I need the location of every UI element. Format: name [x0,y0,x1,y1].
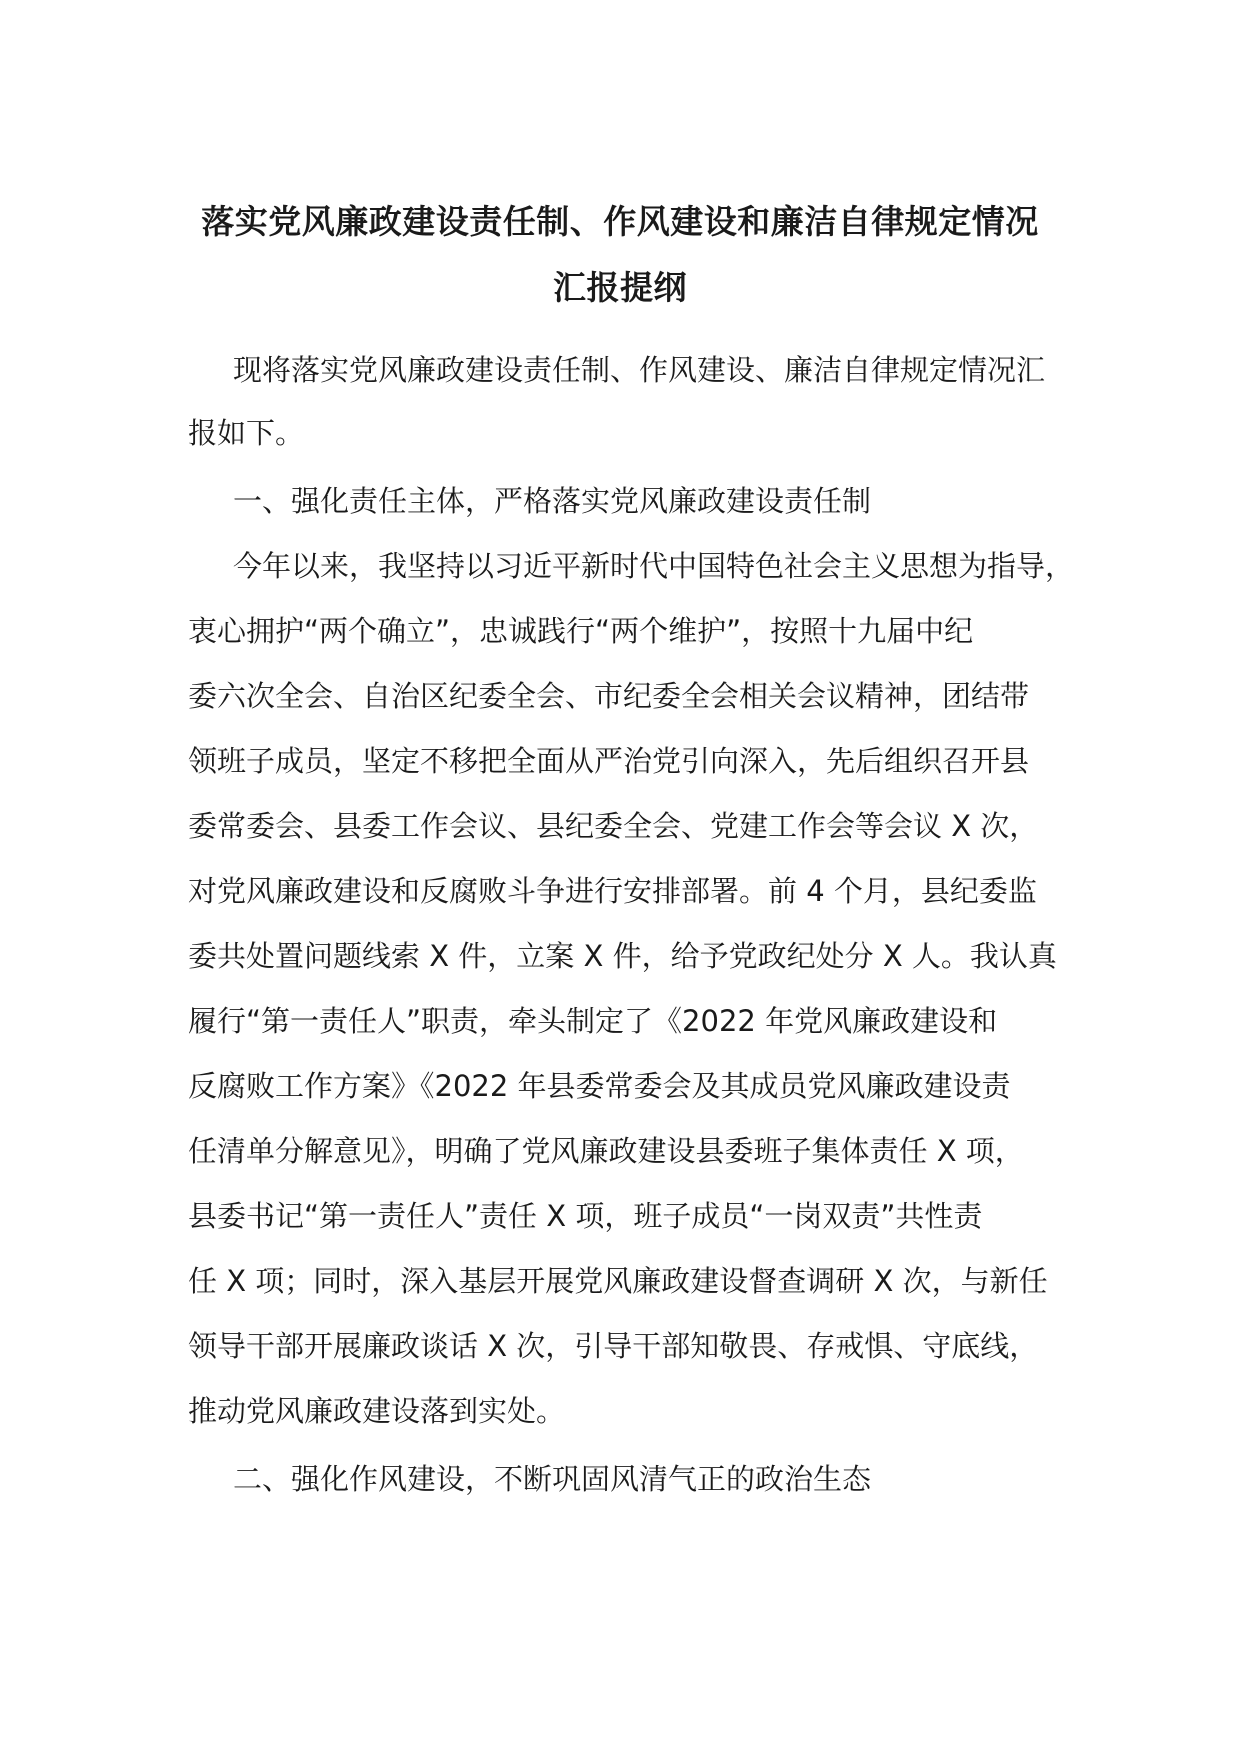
body-line: 任清单分解意见》，明确了党风廉政建设县委班子集体责任 X 项， [188,1134,1024,1168]
body-line: 县委书记“第一责任人”责任 X 项，班子成员“一岗双责”共性责 [188,1199,983,1233]
body-line: 今年以来，我坚持以习近平新时代中国特色社会主义思想为指导， [233,549,1075,583]
body-line: 衷心拥护“两个确立”，忠诚践行“两个维护”，按照十九届中纪 [188,614,974,648]
intro-line-1: 现将落实党风廉政建设责任制、作风建设、廉洁自律规定情况汇 [233,353,1046,387]
intro-line-2: 报如下。 [188,416,305,450]
body-line: 委共处置问题线索 X 件，立案 X 件，给予党政纪处分 X 人。我认真 [188,939,1057,973]
body-line: 任 X 项；同时，深入基层开展党风廉政建设督查调研 X 次，与新任 [188,1264,1048,1298]
body-line: 委六次全会、自治区纪委全会、市纪委全会相关会议精神，团结带 [188,679,1030,713]
body-line: 领导干部开展廉政谈话 X 次，引导干部知敬畏、存戒惧、守底线， [188,1329,1039,1363]
section-1-heading: 一、强化责任主体，严格落实党风廉政建设责任制 [233,484,872,518]
document-title-line-1: 落实党风廉政建设责任制、作风建设和廉洁自律规定情况 [201,202,1039,241]
body-line: 反腐败工作方案》《2022 年县委常委会及其成员党风廉政建设责 [188,1069,1011,1103]
body-line: 履行“第一责任人”职责，牵头制定了《2022 年党风廉政建设和 [188,1004,998,1038]
document-title-line-2: 汇报提纲 [553,268,687,307]
section-2-heading: 二、强化作风建设，不断巩固风清气正的政治生态 [233,1462,872,1496]
body-line: 领班子成员，坚定不移把全面从严治党引向深入，先后组织召开县 [188,744,1030,778]
body-line: 委常委会、县委工作会议、县纪委全会、党建工作会等会议 X 次， [188,809,1039,843]
body-line: 推动党风廉政建设落到实处。 [188,1394,566,1428]
body-line: 对党风廉政建设和反腐败斗争进行安排部署。前 4 个月，县纪委监 [188,874,1037,908]
